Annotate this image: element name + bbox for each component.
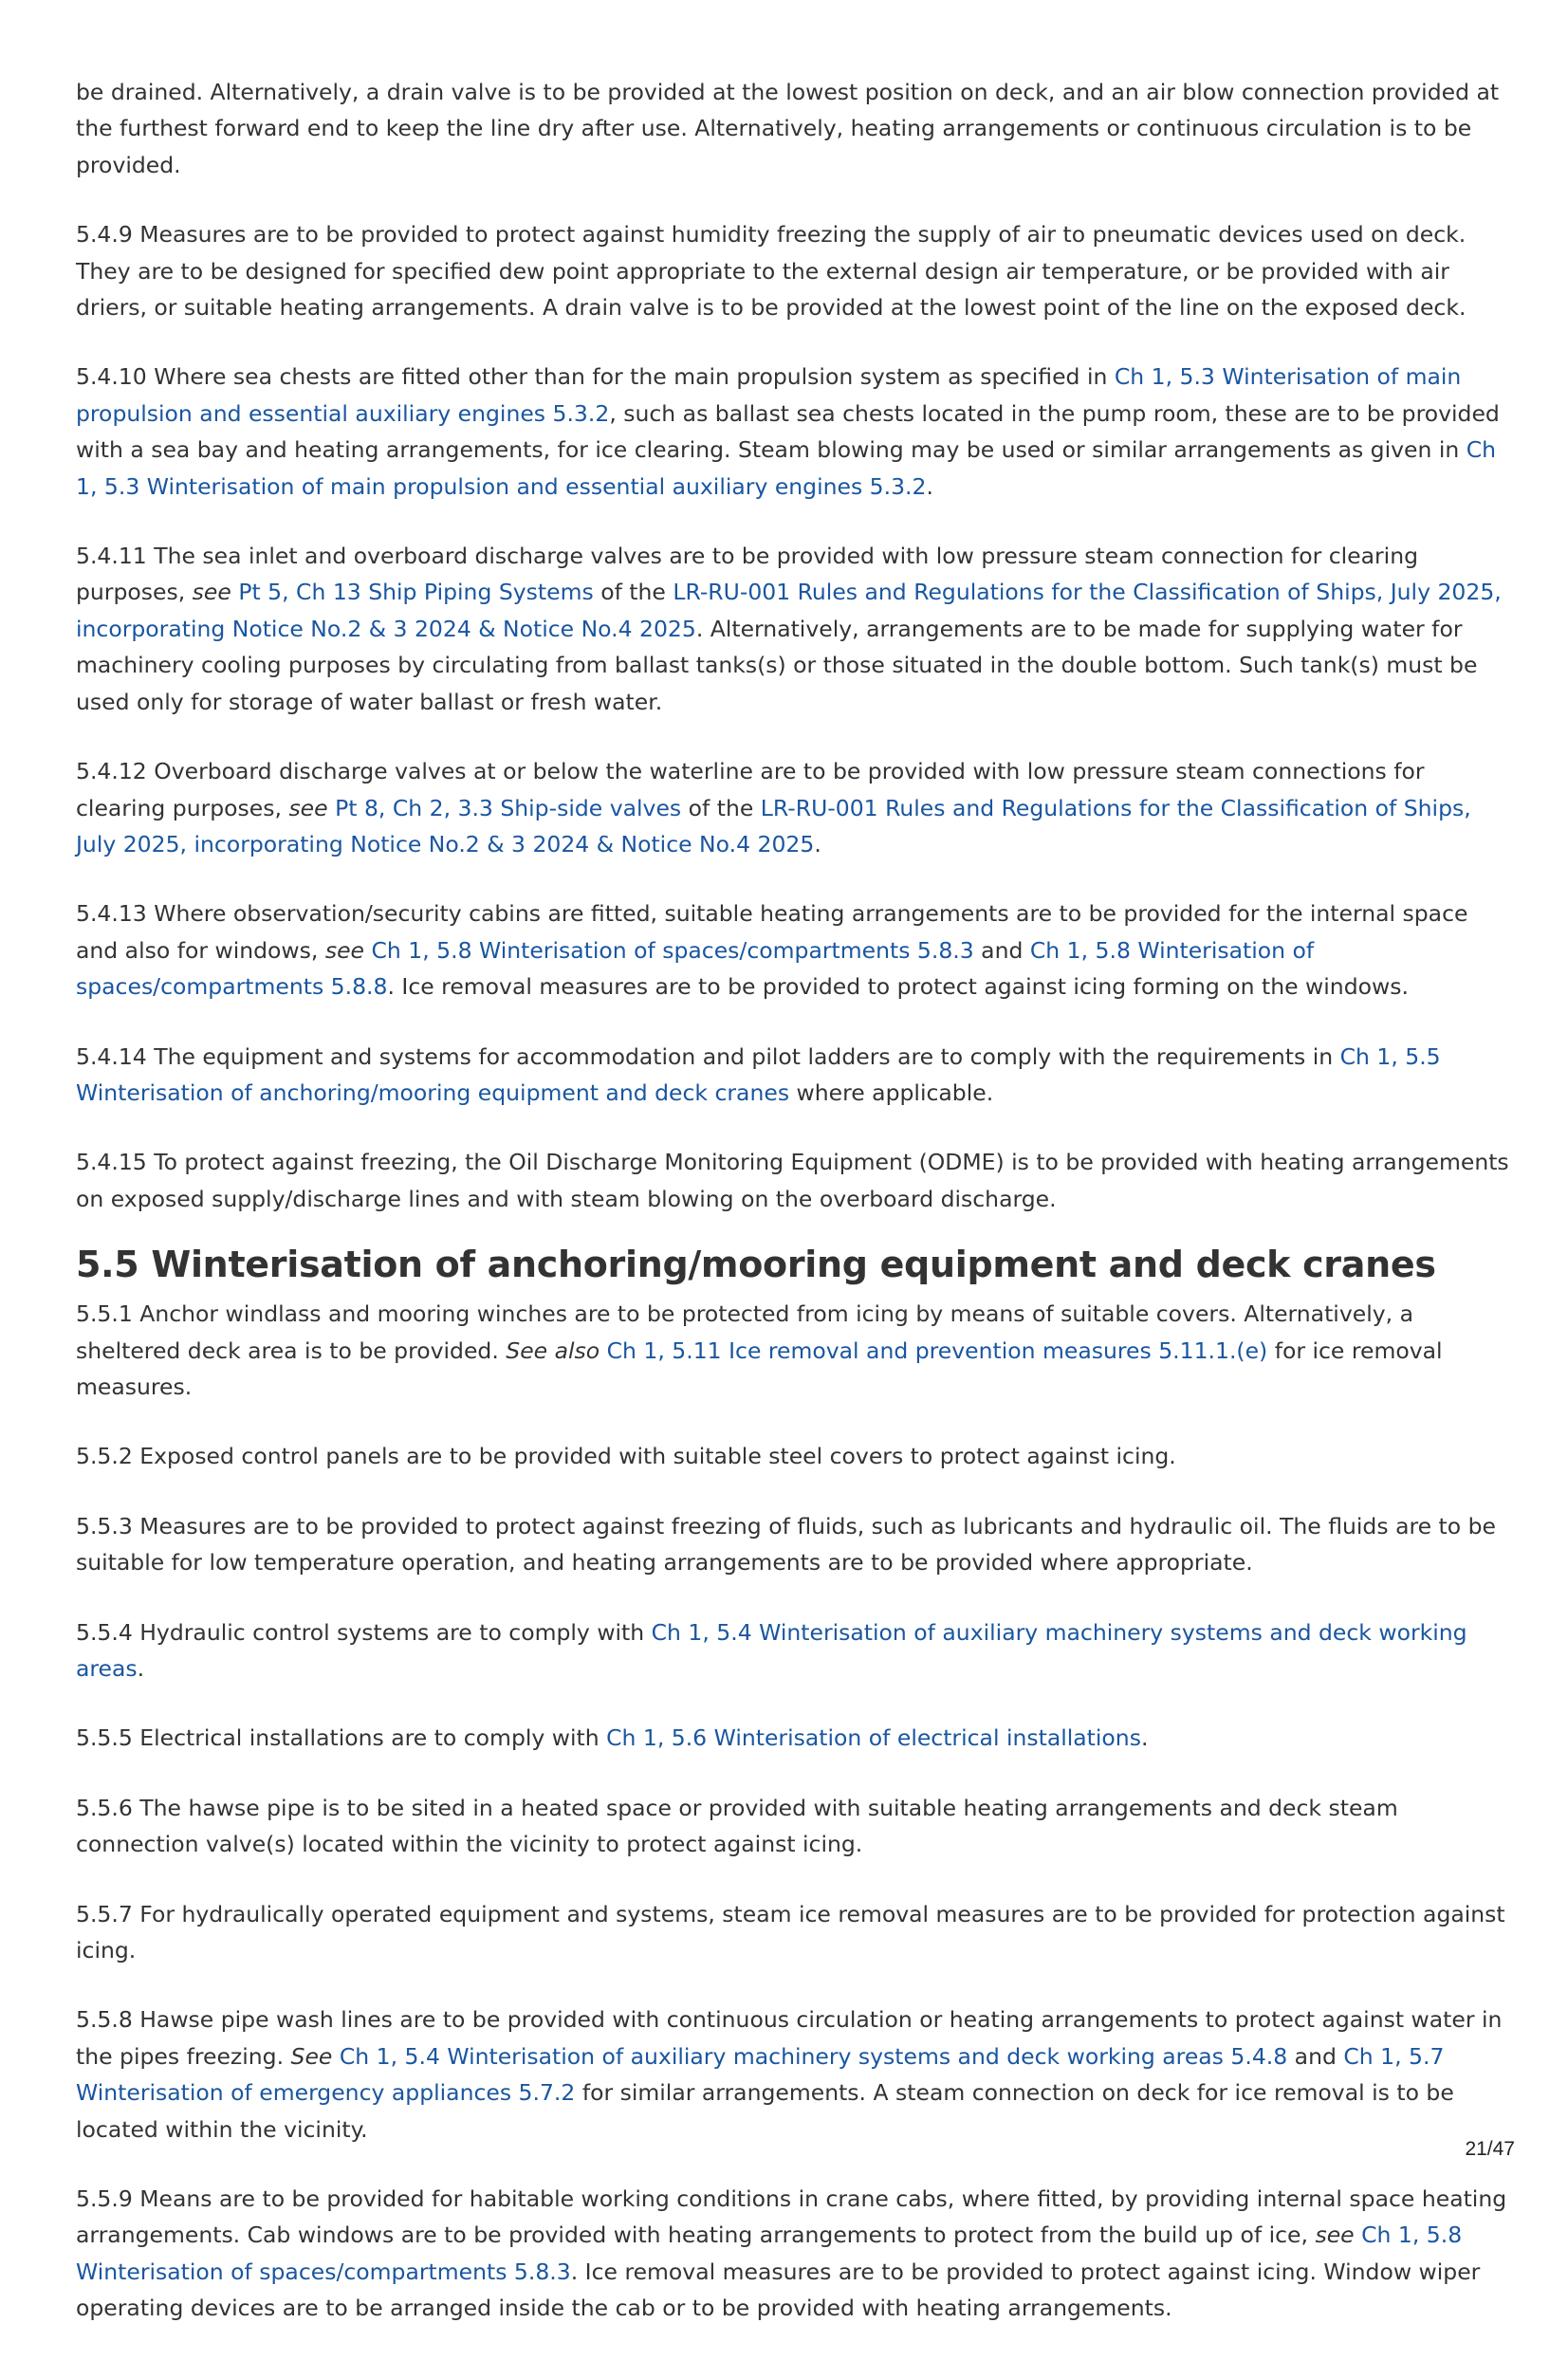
section-heading: 5.5 Winterisation of anchoring/mooring equipment and deck cranes — [76, 1244, 1436, 1286]
body-text: 5.5.7 For hydraulically operated equipment and systems, steam ice removal measures are to be provided for protection against icing. — [76, 1900, 1505, 1964]
body-text: . Alternatively, arrangements are to be made for supplying water for machinery cooling purposes by circulating from ballast tanks(s) or those situated in the double bottom. Such tank(s) must be used only for storage of water ballast or fresh water. — [76, 615, 1478, 715]
paragraph-5-4-14 — [76, 1039, 1513, 1112]
emphasis-text: see — [192, 579, 231, 606]
paragraph-5-5-5 — [76, 1720, 1513, 1756]
cross-reference-link[interactable]: Ch 1, 5.3 Winterisation of main propulsion and essential auxiliary engines 5.3.2 — [76, 436, 1497, 500]
paragraph-5-5-8 — [76, 2001, 1513, 2148]
body-text: 5.4.15 To protect against freezing, the Oil Discharge Monitoring Equipment (ODME) is to be provided with heating arrangements on exposed supply/discharge lines and with steam blowing on the overboard discharge. — [76, 1149, 1509, 1212]
emphasis-text: see — [288, 794, 328, 821]
paragraph-5-4-9 — [76, 216, 1513, 325]
body-text: . Ice removal measures are to be provided to protect against icing. Window wiper operating devices are to be arranged inside the cab or to be provided with heating arrangements. — [76, 2258, 1481, 2322]
section-5-4-continuation — [76, 74, 1513, 1217]
page-number: 21/47 — [1465, 2138, 1515, 2160]
cross-reference-link[interactable]: LR-RU-001 Rules and Regulations for the Classification of Ships, July 2025, incorporating Notice No.2 & 3 2024 & Notice No.4 2025 — [76, 794, 1471, 857]
body-text: 5.4.11 The sea inlet and overboard discharge valves are to be provided with low pressure steam connection for clearing purposes, — [76, 543, 1419, 606]
paragraph-5-5-6 — [76, 1790, 1513, 1863]
cross-reference-link[interactable]: Ch 1, 5.11 Ice removal and prevention measures 5.11.1.(e) — [606, 1337, 1268, 1364]
body-text: 5.4.13 Where observation/security cabins are fitted, suitable heating arrangements are to be provided for the internal space and also for windows, — [76, 900, 1468, 964]
body-text: . — [814, 830, 821, 857]
emphasis-text: See — [290, 2042, 333, 2070]
emphasis-text: See also — [506, 1337, 600, 1364]
cross-reference-link[interactable]: Pt 8, Ch 2, 3.3 Ship-side valves — [335, 794, 682, 821]
emphasis-text: see — [324, 936, 364, 964]
cross-reference-link[interactable]: Ch 1, 5.6 Winterisation of electrical installations — [606, 1724, 1141, 1752]
body-text: 5.5.5 Electrical installations are to comply with — [76, 1724, 607, 1752]
cross-reference-link[interactable]: Ch 1, 5.4 Winterisation of auxiliary machinery systems and deck working areas 5.4.8 — [339, 2042, 1288, 2070]
body-text: 5.5.1 Anchor windlass and mooring winches are to be protected from icing by means of suitable covers. Alternatively, a sheltered deck area is to be provided. — [76, 1300, 1413, 1364]
document-body — [76, 74, 1513, 2360]
body-text: where applicable. — [789, 1079, 994, 1106]
paragraph-5-5-1 — [76, 1296, 1513, 1405]
paragraph-5-4-12 — [76, 753, 1513, 862]
body-text: 5.5.2 Exposed control panels are to be provided with suitable steel covers to protect against icing. — [76, 1443, 1176, 1470]
body-text: . — [137, 1655, 145, 1682]
body-text: 5.4.9 Measures are to be provided to protect against humidity freezing the supply of air to pneumatic devices used on deck. They are to be designed for specified dew point appropriate to the external design air temperature, or be provided with air driers, or suitable heating arrangements. A drain valve is to be provided at the lowest point of the line on the exposed deck. — [76, 221, 1467, 322]
body-text: . Ice removal measures are to be provided to protect against icing forming on the windows. — [387, 973, 1409, 1001]
paragraph-5-4-11 — [76, 538, 1513, 720]
cross-reference-link[interactable]: Ch 1, 5.8 Winterisation of spaces/compartments 5.8.3 — [371, 936, 974, 964]
cross-reference-link[interactable]: Ch 1, 5.8 Winterisation of spaces/compartments 5.8.3 — [76, 2222, 1463, 2285]
paragraph-5-5-7 — [76, 1896, 1513, 1969]
body-text: and — [1287, 2042, 1344, 2070]
body-text: 5.5.6 The hawse pipe is to be sited in a heated space or provided with suitable heating arrangements and deck steam connection valve(s) located within the vicinity to protect against icing. — [76, 1794, 1398, 1858]
body-text: 5.4.12 Overboard discharge valves at or below the waterline are to be provided with low pressure steam connections for clearing purposes, — [76, 758, 1425, 821]
paragraph-5-5-9 — [76, 2181, 1513, 2327]
paragraph-5-4-15 — [76, 1144, 1513, 1217]
body-text: for ice removal measures. — [76, 1337, 1443, 1400]
body-text: 5.4.10 Where sea chests are fitted other than for the main propulsion system as specified in — [76, 363, 1115, 391]
cross-reference-link[interactable]: Pt 5, Ch 13 Ship Piping Systems — [238, 579, 594, 606]
cross-reference-link[interactable]: Ch 1, 5.4 Winterisation of auxiliary machinery systems and deck working areas — [76, 1618, 1467, 1682]
cross-reference-link[interactable]: Ch 1, 5.7 Winterisation of emergency appliances 5.7.2 — [76, 2042, 1445, 2107]
paragraph-5-5-3 — [76, 1508, 1513, 1581]
body-text — [328, 795, 335, 821]
body-text: . — [926, 472, 933, 500]
body-text: 5.5.4 Hydraulic control systems are to comply with — [76, 1618, 652, 1646]
body-text: . — [1140, 1724, 1149, 1752]
emphasis-text: see — [1315, 2222, 1355, 2249]
cross-reference-link[interactable]: Ch 1, 5.5 Winterisation of anchoring/mooring equipment and deck cranes — [76, 1042, 1441, 1106]
cross-reference-link[interactable]: LR-RU-001 Rules and Regulations for the Classification of Ships, July 2025, incorporating Notice No.2 & 3 2024 & Notice No.4 2025 — [76, 579, 1502, 642]
body-text: for similar arrangements. A steam connection on deck for ice removal is to be located within the vicinity. — [76, 2079, 1454, 2143]
body-text: and — [973, 936, 1030, 964]
body-text: 5.5.9 Means are to be provided for habitable working conditions in crane cabs, where fitted, by providing internal space heating arrangements. Cab windows are to be provided with heating arrangements to protect from the build up of ice, — [76, 2185, 1507, 2249]
cross-reference-link[interactable]: Ch 1, 5.3 Winterisation of main propulsion and essential auxiliary engines 5.3.2 — [76, 363, 1462, 427]
body-text: 5.5.8 Hawse pipe wash lines are to be provided with continuous circulation or heating arrangements to protect against water in the pipes freezing. — [76, 2006, 1503, 2070]
body-text: be drained. Alternatively, a drain valve is to be provided at the lowest position on deck, and an air blow connection provided at the furthest forward end to keep the line dry after use. Alternatively, heating arrangements or continuous circulation is to be provided. — [76, 79, 1500, 178]
section-5-5-body — [76, 1296, 1513, 2327]
cross-reference-link[interactable]: Ch 1, 5.8 Winterisation of spaces/compartments 5.8.8 — [76, 936, 1315, 1001]
body-text — [600, 1337, 606, 1364]
body-text: 5.5.3 Measures are to be provided to protect against freezing of fluids, such as lubricants and hydraulic oil. The fluids are to be suitable for low temperature operation, and heating arrangements are to be provided where appropriate. — [76, 1512, 1496, 1576]
paragraph-5-4-10 — [76, 359, 1513, 505]
body-text — [332, 2043, 339, 2070]
paragraph-cont — [76, 74, 1513, 183]
body-text: 5.4.14 The equipment and systems for accommodation and pilot ladders are to comply with the requirements in — [76, 1042, 1340, 1070]
body-text: of the — [681, 794, 761, 821]
body-text — [1355, 2222, 1361, 2248]
body-text: of the — [593, 579, 673, 606]
paragraph-5-5-2 — [76, 1438, 1513, 1474]
paragraph-5-5-4 — [76, 1614, 1513, 1687]
body-text: , such as ballast sea chests located in the pump room, these are to be provided with a sea bay and heating arrangements, for ice clearing. Steam blowing may be used or similar arrangements as given in — [76, 399, 1500, 464]
paragraph-5-4-13 — [76, 895, 1513, 1005]
